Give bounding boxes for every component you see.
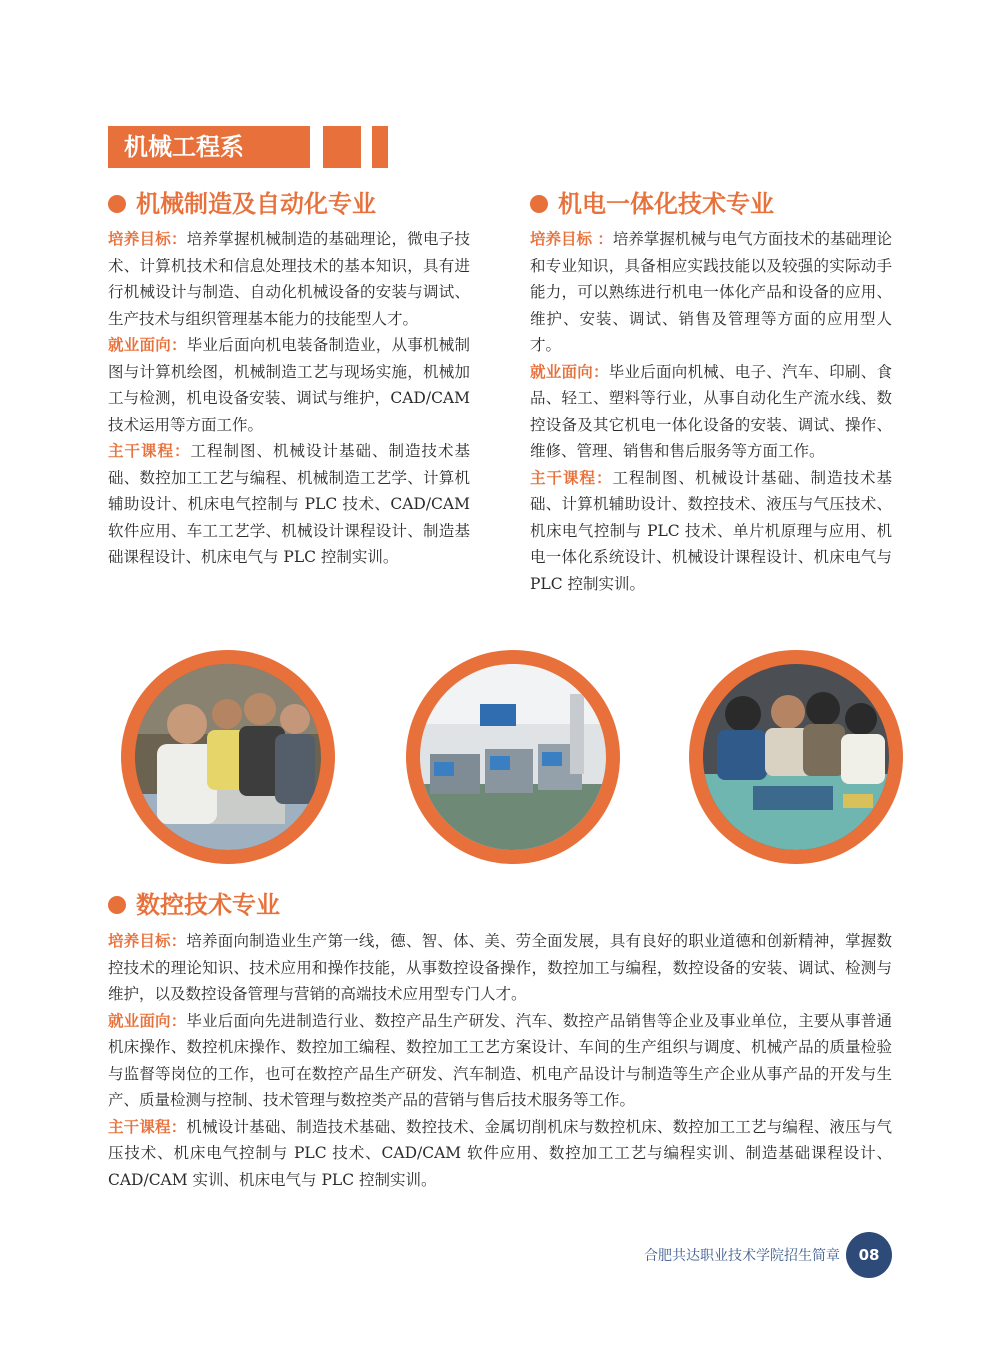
employment-text: 毕业后面向机械、电子、汽车、印刷、食品、轻工、塑料等行业，从事自动化生产流水线、数控设备及其它机电一体化设备的安装、调试、操作、维修、管理、销售和售后服务等方面工作。: [530, 362, 892, 460]
major-title-text: 机电一体化技术专业: [558, 190, 774, 218]
major-title-text: 数控技术专业: [136, 891, 280, 919]
goal-paragraph: [530, 226, 892, 359]
footer-school-name: 合肥共达职业技术学院招生简章: [644, 1248, 840, 1264]
courses-paragraph: [108, 438, 470, 571]
employment-text: 毕业后面向先进制造行业、数控产品生产研发、汽车、数控产品销售等企业及事业单位，主要从事普通机床操作、数控机床操作、数控加工编程、数控加工工艺方案设计、车间的生产组织与调度、机械产品的质量检验与监督等岗位的工作，也可在数控产品生产研发、汽车制造、机电产品设计与制造等生产企业从事产品的开发与生产、质量检测与控制、技术管理与数控类产品的营销与售后技术服务等工作。: [108, 1011, 892, 1109]
photo-ring-2: [406, 650, 620, 864]
major-title-mechatronics: [530, 184, 774, 219]
employment-text: 毕业后面向机电装备制造业，从事机械制图与计算机绘图，机械制造工艺与现场实施，机械加工与检测，机电设备安装、调试与维护，CAD/CAM 技术运用等方面工作。: [108, 336, 470, 434]
courses-text: 工程制图、机械设计基础、制造技术基础、数控加工工艺与编程、机械制造工艺学、计算机辅助设计、机床电气控制与 PLC 技术、CAD/CAM 软件应用、车工工艺学、机械设计课程设计、制造基础课程设计、机床电气与 PLC 控制实训。: [108, 442, 470, 566]
courses-label: 主干课程：: [108, 442, 191, 460]
goal-text: 培养掌握机械与电气方面技术的基础理论和专业知识，具备相应实践技能以及较强的实际动手能力，可以熟练进行机电一体化产品和设备的应用、维护、安装、调试、销售及管理等方面的应用型人才。: [530, 230, 892, 354]
courses-label: 主干课程：: [108, 1117, 187, 1136]
employment-label: 就业面向：: [108, 1011, 187, 1030]
photo-ring-3: [689, 650, 903, 864]
goal-text: 培养掌握机械制造的基础理论，微电子技术、计算机技术和信息处理技术的基本知识，具有进行机械设计与制造、自动化机械设备的安装与调试、生产技术与组织管理基本能力的技能型人才。: [108, 230, 470, 328]
bullet-dot-icon: [108, 195, 126, 213]
employment-paragraph: [108, 1008, 892, 1114]
banner-decor-block: [323, 126, 361, 168]
major-title-cnc: [108, 885, 280, 920]
employment-paragraph: [108, 332, 470, 438]
courses-text: 工程制图、机械设计基础、制造技术基础、计算机辅助设计、数控技术、液压与气压技术、机床电气控制与 PLC 技术、单片机原理与应用、机电一体化系统设计、机械设计课程设计、机床电气与 PLC 控制实训。: [530, 468, 892, 593]
goal-text: 培养面向制造业生产第一线，德、智、体、美、劳全面发展，具有良好的职业道德和创新精神，掌握数控技术的理论知识、技术应用和操作技能，从事数控设备操作，数控加工与编程，数控设备的安装、调试、检测与维护，以及数控设备管理与营销的高端技术应用型专门人才。: [108, 932, 892, 1003]
goal-label: 培养目标 ：: [530, 230, 613, 248]
department-title: 机械工程系: [108, 126, 310, 168]
goal-label: 培养目标：: [108, 932, 187, 950]
employment-label: 就业面向：: [108, 336, 187, 354]
employment-paragraph: [530, 359, 892, 465]
photo-electronics-lab: [703, 664, 889, 850]
page-number: 08: [846, 1232, 892, 1278]
major-title-text: 机械制造及自动化专业: [136, 190, 376, 218]
photo-teacher-and-students: [135, 664, 321, 850]
bullet-dot-icon: [530, 195, 548, 213]
courses-label: 主干课程：: [530, 468, 613, 487]
photo-cnc-workshop: [420, 664, 606, 850]
courses-paragraph: [530, 465, 892, 598]
major-description-1: [108, 226, 470, 571]
major-title-mechanical-manufacturing: [108, 184, 376, 219]
banner-decor-block: [372, 126, 388, 168]
major-description-3: [108, 928, 892, 1193]
courses-text: 机械设计基础、制造技术基础、数控技术、金属切削机床与数控机床、数控加工工艺与编程、液压与气压技术、机床电气控制与 PLC 技术、CAD/CAM 软件应用、数控加工工艺与编程实训、制造基础课程设计、CAD/CAM 实训、机床电气与 PLC 控制实训。: [108, 1117, 892, 1189]
photo-ring-1: [121, 650, 335, 864]
employment-label: 就业面向：: [530, 362, 609, 381]
goal-label: 培养目标：: [108, 230, 187, 248]
bullet-dot-icon: [108, 896, 126, 914]
courses-paragraph: [108, 1114, 892, 1194]
goal-paragraph: [108, 928, 892, 1008]
goal-paragraph: [108, 226, 470, 332]
major-description-2: [530, 226, 892, 597]
